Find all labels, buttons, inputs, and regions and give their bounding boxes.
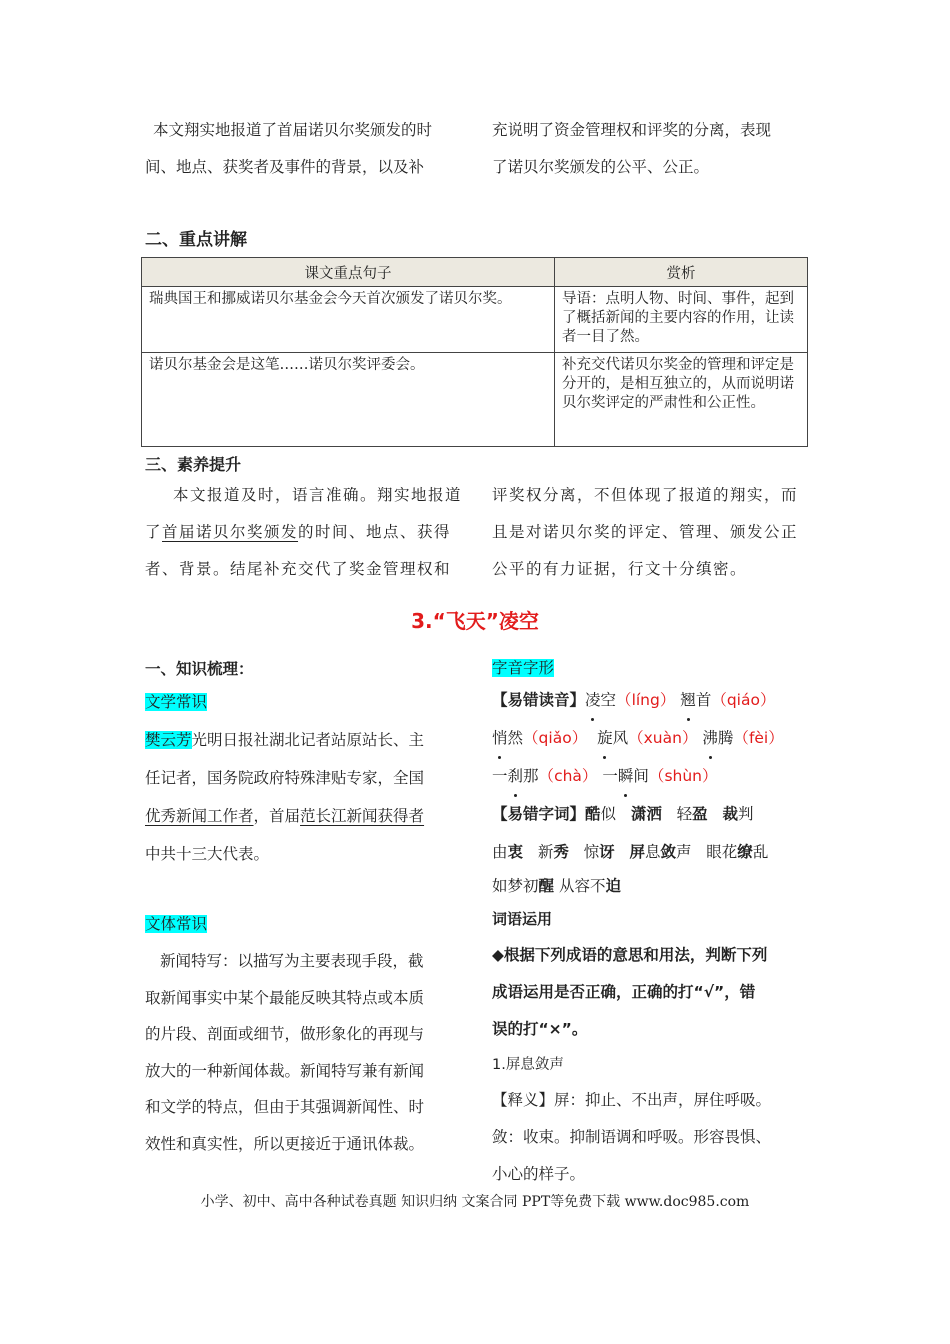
lit-tag-line (145, 683, 475, 721)
text-line: 任记者，国务院政府特殊津贴专家，全国 (145, 769, 425, 787)
text-span: 了 (145, 523, 163, 541)
table-cell-sentence: 瑞典国王和挪威诺贝尔基金会今天首次颁发了诺贝尔奖。 (142, 287, 555, 353)
bold-char: 潇洒 (630, 805, 662, 823)
text-span: 那 (523, 767, 539, 785)
text-line (145, 721, 475, 759)
text-line (145, 797, 475, 835)
text-line: 充说明了资金管理权和评奖的分离，表现 (492, 121, 772, 139)
dotted-char: 刹 (508, 757, 524, 795)
text-span: 轻 (676, 805, 693, 823)
question-line: 误的打“×”。 (492, 1020, 588, 1038)
text-span: 空 (600, 691, 617, 709)
text-span: 一 (492, 767, 508, 785)
text-line: 间、地点、获奖者及事件的背景，以及补 (145, 158, 425, 176)
usage-heading: 词语运用 (492, 910, 553, 928)
right-column (492, 655, 822, 1193)
bold-char: 盈 (692, 805, 708, 823)
text-span: 惊 (583, 843, 600, 861)
table-cell-analysis: 补充交代诺贝尔奖金的管理和评定是分开的，是相互独立的，从而说明诺贝尔奖评定的严肃性和公正性。 (555, 353, 808, 447)
section3-left (145, 477, 470, 588)
bold-char: 敛 (660, 843, 676, 861)
bold-char: 讶 (599, 843, 615, 861)
text-span: 眼花 (706, 843, 738, 861)
chars-line (492, 833, 822, 871)
text-span: 然 (507, 729, 524, 747)
footer: 小学、初中、高中各种试卷真题 知识归纳 文案合同 PPT等免费下载 www.doc985.com (200, 1194, 750, 1210)
pinyin: chà (554, 767, 582, 785)
text-span: 风 (612, 729, 629, 747)
question-line: ◆根据下列成语的意思和用法，判断下列 (492, 946, 768, 964)
underlined-text: 首届诺贝尔奖颁发 (162, 523, 299, 541)
text-span: 间 (633, 767, 649, 785)
tag-line (492, 655, 822, 681)
lesson-title: 3.“飞天”凌空 (411, 609, 539, 633)
text-span: 如梦初 (492, 877, 539, 895)
bold-char: 缭 (737, 843, 753, 861)
text-span: 由 (492, 843, 508, 861)
text-span: 判 (737, 805, 754, 823)
text-line (145, 514, 470, 551)
bold-char: 迫 (605, 877, 621, 895)
text-line: 效性和真实性，所以更接近于通讯体裁。 (145, 1134, 425, 1153)
section3-heading: 三、素养提升 (145, 455, 242, 474)
text-line: 新闻特写：以描写为主要表现手段，截 (160, 952, 424, 970)
pron-label: 【易错读音】 (492, 691, 586, 709)
table-header-row (142, 258, 808, 287)
text-span: 乱 (752, 843, 769, 861)
chars-line (492, 871, 822, 901)
text-line: 的片段、剖面或细节，做形象化的再现与 (145, 1025, 425, 1043)
pinyin: xuàn (643, 729, 682, 747)
bold-char: 秀 (553, 843, 569, 861)
pinyin: fèi (748, 729, 769, 747)
definition-line: 小心的样子。 (492, 1165, 586, 1183)
text-line: 评奖权分离，不但体现了报道的翔实，而 (492, 486, 799, 504)
table-cell-analysis: 导语：点明人物、时间、事件，起到了概括新闻的主要内容的作用，让读者一目了然。 (555, 287, 808, 353)
pronunciation-tag: 字音字形 (492, 659, 555, 677)
text-span: ，首届 (253, 807, 301, 825)
question-line: 成语运用是否正确，正确的打“√”，错 (492, 983, 756, 1001)
style-tag-line (145, 905, 475, 943)
definition-line: 敛：收束。抑制语调和呼吸。形容畏惧、 (492, 1128, 772, 1146)
style-tag: 文体常识 (145, 915, 208, 933)
pron-line: 悄然（qiǎo） 旋风（xuàn） 沸腾（fèi） (492, 719, 822, 757)
char-label: 【易错字词】 (492, 805, 586, 823)
text-span: 首 (695, 691, 712, 709)
idiom-item: 1.屏息敛声 (492, 1057, 564, 1073)
text-span: 似 (600, 805, 617, 823)
text-span: 的时间、地点、获得 (298, 523, 452, 541)
text-span: 腾 (717, 729, 734, 747)
table-cell-sentence: 诺贝尔基金会是这笔……诺贝尔奖评委会。 (142, 353, 555, 447)
table-header-sentence: 课文重点句子 (142, 258, 555, 287)
text-line: 者、背景。结尾补充交代了奖金管理权和 (145, 560, 452, 578)
left-column (145, 655, 475, 1162)
key-sentences-table (141, 257, 808, 447)
text-line: 和文学的特点，但由于其强调新闻性、时 (145, 1098, 425, 1116)
pinyin: qiǎo (538, 729, 572, 747)
dotted-char: 沸 (702, 719, 718, 757)
bold-char: 裁 (722, 805, 738, 823)
bold-char: 酷 (585, 805, 601, 823)
text-span: 一 (602, 767, 618, 785)
bold-char: 屏 (629, 843, 645, 861)
text-line: 放大的一种新闻体裁。新闻特写兼有新闻 (145, 1061, 425, 1080)
top-summary-left (145, 112, 470, 186)
pron-line: 一刹那（chà） 一瞬间（shùn） (492, 757, 822, 795)
text-span: 新 (537, 843, 554, 861)
dotted-char: 翘 (680, 681, 696, 719)
text-span: 从容不 (558, 877, 606, 895)
text-span: 息 (644, 843, 661, 861)
bold-char: 衷 (507, 843, 524, 861)
pinyin: qiáo (726, 691, 760, 709)
text-line: 中共十三大代表。 (145, 845, 270, 863)
text-line: 取新闻事实中某个最能反映其特点或本质 (145, 988, 425, 1007)
table-row (142, 287, 808, 353)
pinyin: shùn (664, 767, 702, 785)
dotted-char: 凌 (585, 681, 601, 719)
table-row (142, 353, 808, 447)
underlined-text: 范长江新闻获得者 (300, 807, 425, 825)
text-span: 声 (675, 843, 692, 861)
section3-right (492, 477, 817, 588)
underlined-text: 优秀新闻工作者 (145, 807, 254, 825)
pron-line: 【易错读音】凌空（líng） 翘首（qiáo） (492, 681, 822, 719)
text-line: 且是对诺贝尔奖的评定、管理、颁发公正 (492, 523, 799, 541)
text-line: 了诺贝尔奖颁发的公平、公正。 (492, 158, 710, 176)
text-line: 本文翔实地报道了首届诺贝尔奖颁发的时 (153, 121, 433, 139)
pinyin: líng (631, 691, 660, 709)
chars-line (492, 795, 822, 833)
author-name: 樊云芳 (145, 731, 192, 749)
lit-tag: 文学常识 (145, 693, 208, 711)
knowledge-heading: 一、知识梳理： (145, 660, 254, 678)
dotted-char: 悄 (492, 719, 508, 757)
section2-heading: 二、重点讲解 (145, 230, 247, 250)
text-line: 公平的有力证据，行文十分缜密。 (492, 560, 748, 578)
top-summary-right (492, 112, 817, 186)
dotted-char: 瞬 (618, 757, 634, 795)
text-span: 光明日报社湖北记者站原站长、主 (191, 731, 425, 749)
definition-line: 【释义】屏：抑止、不出声，屏住呼吸。 (492, 1091, 772, 1109)
table-header-analysis: 赏析 (555, 258, 808, 287)
dotted-char: 旋 (597, 719, 613, 757)
text-line: 本文报道及时，语言准确。翔实地报道 (173, 486, 463, 504)
bold-char: 醒 (538, 877, 555, 895)
